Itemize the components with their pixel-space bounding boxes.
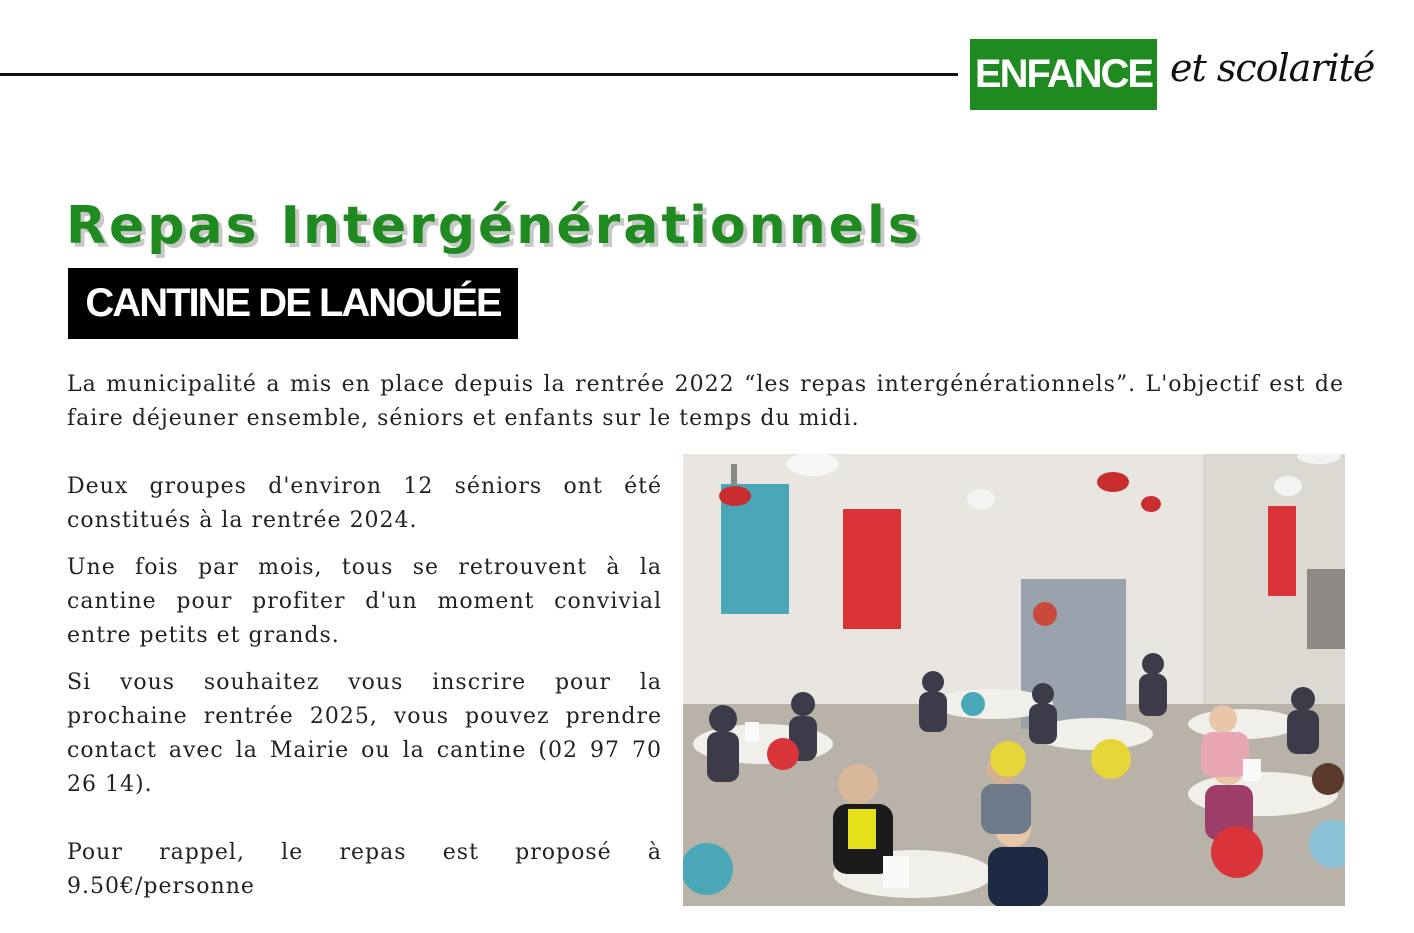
header-rule <box>0 73 958 76</box>
cantine-photo <box>683 454 1345 906</box>
paragraph-registration: Si vous souhaitez vous inscrire pour la prochaine rentrée 2025, vous pouvez prendre contact avec la Mairie ou la cantine (02 97 70 26 14). <box>67 670 662 797</box>
section-badge: ENFANCE <box>970 39 1157 110</box>
paragraph-monthly: Une fois par mois, tous se retrouvent à la cantine pour profiter d'un moment convivial entre petits et grands. <box>67 555 662 648</box>
article-intro: La municipalité a mis en place depuis la rentrée 2022 “les repas intergénérationnels”. L'objectif est de faire déjeuner ensemble, séniors et enfants sur le temps du midi. <box>67 372 1344 431</box>
cantine-photo-illustration <box>683 454 1345 906</box>
section-script-label: et scolarité <box>1170 46 1375 90</box>
article-subtitle: CANTINE DE LANOUÉE <box>68 268 518 339</box>
article-body <box>67 470 662 917</box>
article-title: Repas Intergénérationnels <box>66 196 922 256</box>
paragraph-price: Pour rappel, le repas est proposé à 9.50€/personne <box>67 840 662 899</box>
paragraph-groups: Deux groupes d'environ 12 séniors ont été constitués à la rentrée 2024. <box>67 474 662 533</box>
